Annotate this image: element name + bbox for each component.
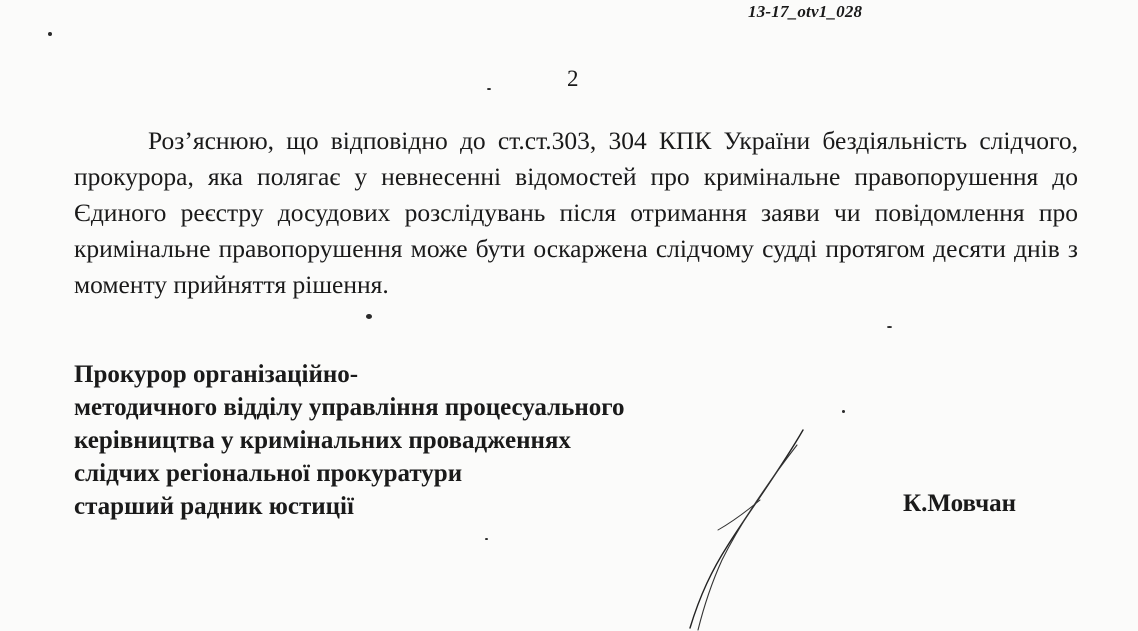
page-number: 2 [567, 66, 579, 91]
signatory-title-line: слідчих регіональної прокуратури [74, 460, 463, 487]
scan-speck [487, 88, 491, 90]
scan-speck [366, 314, 372, 319]
scan-speck [842, 410, 845, 413]
scan-speck [485, 538, 488, 540]
document-code: 13-17_otv1_028 [748, 2, 863, 21]
signatory-title-line: керівництва у кримінальних провадженнях [74, 427, 571, 454]
body-paragraph: Роз’яснюю, що відповідно до ст.ст.303, 304 КПК України бездіяльність слідчого, прокурора, яка полягає у невнесенні відомостей про кримінальне правопорушення до Єдиного реєстру досудових розслідувань після отримання заяви чи повідомлення про кримінальне правопорушення може бути оскаржена слідчому судді протягом десяти днів з моменту прийняття рішення. [74, 126, 1078, 299]
signatory-title-block [74, 358, 774, 523]
signatory-title-line: Прокурор організаційно- [74, 361, 359, 388]
scan-speck [48, 32, 52, 36]
signatory-title-line: старший радник юстиції [74, 493, 354, 520]
signatory-title-line: методичного відділу управління процесуального [74, 394, 625, 421]
signer-name: К.Мовчан [903, 490, 1017, 517]
scan-speck [887, 326, 892, 328]
